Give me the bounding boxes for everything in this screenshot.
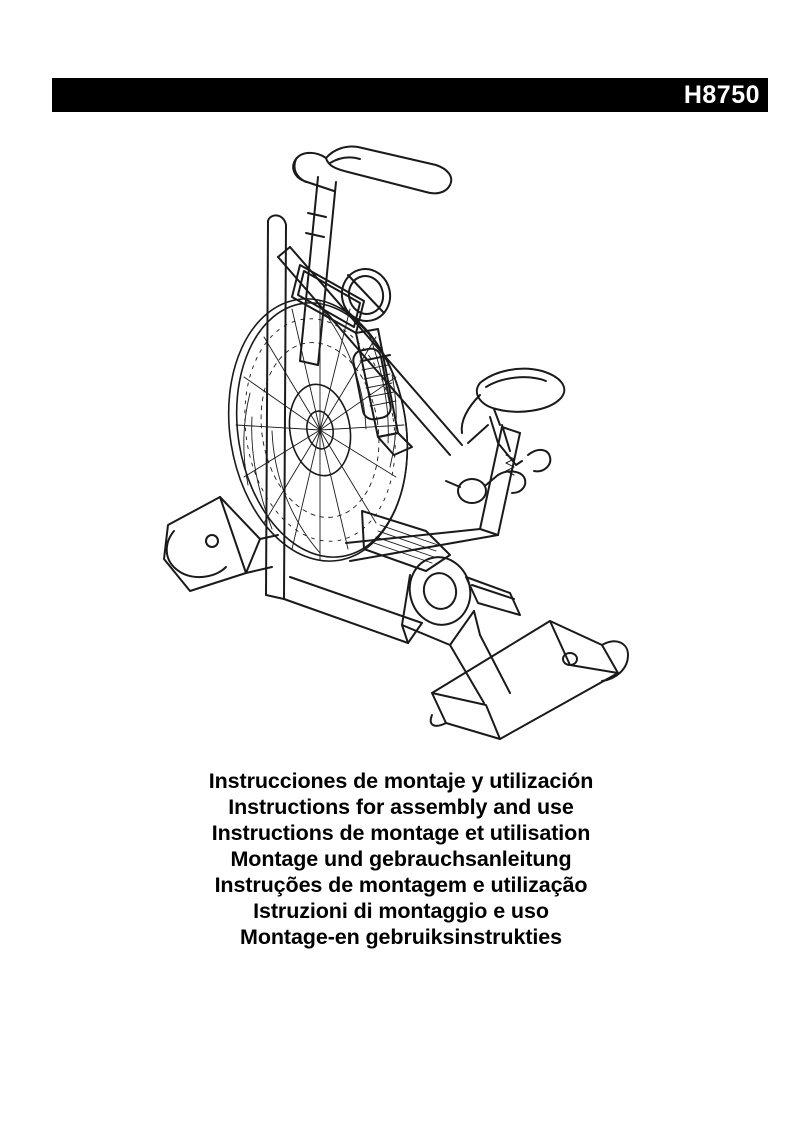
title-line-en: Instructions for assembly and use <box>228 795 574 819</box>
title-line-pt: Instruções de montagem e utilização <box>214 873 588 897</box>
title-line-nl: Montage-en gebruiksinstrukties <box>240 925 562 949</box>
title-line-fr: Instructions de montage et utilisation <box>211 821 591 845</box>
handlebar-group <box>293 146 451 365</box>
exercise-bike-illustration <box>150 125 670 765</box>
model-number: H8750 <box>683 80 760 109</box>
header-bar <box>52 78 768 112</box>
title-line-de: Montage und gebrauchsanleitung <box>230 847 572 871</box>
title-block <box>0 768 802 950</box>
front-stabilizer-foot <box>431 621 628 739</box>
fan-wheel-group <box>210 286 425 574</box>
rear-stabilizer-foot <box>164 497 278 591</box>
saddle-group <box>446 369 564 535</box>
pedal-group <box>466 577 520 615</box>
title-line-es: Instrucciones de montaje y utilización <box>208 769 594 793</box>
title-line-it: Istruzioni di montaggio e uso <box>253 899 549 923</box>
